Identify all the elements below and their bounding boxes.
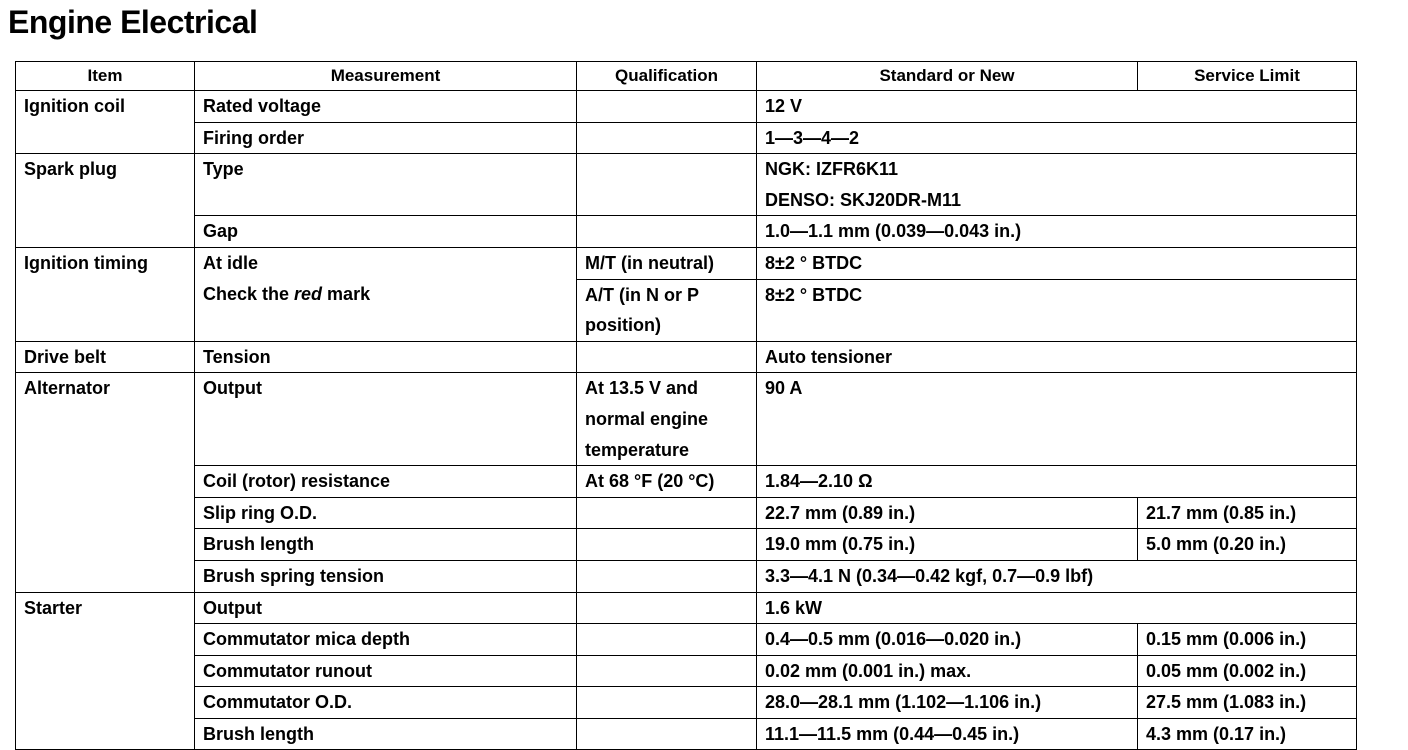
standard-cell: 90 A xyxy=(757,373,1357,466)
text-part: Check the xyxy=(203,283,295,304)
measurement-cell: Commutator mica depth xyxy=(195,624,577,656)
table-row xyxy=(16,466,1357,498)
standard-cell: 12 V xyxy=(757,91,1357,123)
standard-cell: 28.0—28.1 mm (1.102—1.106 in.) xyxy=(757,687,1138,719)
spec-table xyxy=(15,61,1357,750)
qualification-cell xyxy=(577,91,757,123)
service-limit-cell: 0.05 mm (0.002 in.) xyxy=(1138,655,1357,687)
standard-line: NGK: IZFR6K11 xyxy=(765,159,899,180)
qualification-cell: At 68 °F (20 °C) xyxy=(577,466,757,498)
measurement-cell: Firing order xyxy=(195,122,577,154)
standard-line: DENSO: SKJ20DR-M11 xyxy=(765,189,962,210)
qualification-cell: A/T (in N or P position) xyxy=(577,279,757,341)
measurement-line: At idle xyxy=(203,252,259,273)
qualification-cell xyxy=(577,592,757,624)
item-cell: Ignition timing xyxy=(16,247,195,341)
service-limit-cell: 0.15 mm (0.006 in.) xyxy=(1138,624,1357,656)
table-row xyxy=(16,592,1357,624)
standard-cell: 19.0 mm (0.75 in.) xyxy=(757,529,1138,561)
standard-cell: 11.1—11.5 mm (0.44—0.45 in.) xyxy=(757,718,1138,750)
qualification-cell xyxy=(577,154,757,216)
measurement-cell: Output xyxy=(195,373,577,466)
service-limit-cell: 21.7 mm (0.85 in.) xyxy=(1138,497,1357,529)
standard-cell: 22.7 mm (0.89 in.) xyxy=(757,497,1138,529)
qualification-cell xyxy=(577,687,757,719)
measurement-cell: Commutator O.D. xyxy=(195,687,577,719)
page-title: Engine Electrical xyxy=(8,4,258,40)
table-row xyxy=(16,718,1357,750)
qualification-cell xyxy=(577,216,757,248)
table-row xyxy=(16,497,1357,529)
header-measurement: Measurement xyxy=(195,62,577,91)
measurement-cell: Rated voltage xyxy=(195,91,577,123)
standard-cell: 3.3—4.1 N (0.34—0.42 kgf, 0.7—0.9 lbf) xyxy=(757,560,1357,592)
qualification-cell xyxy=(577,529,757,561)
measurement-cell xyxy=(195,247,577,341)
service-limit-cell: 27.5 mm (1.083 in.) xyxy=(1138,687,1357,719)
item-cell: Drive belt xyxy=(16,341,195,373)
item-cell: Alternator xyxy=(16,373,195,592)
item-cell: Spark plug xyxy=(16,154,195,248)
standard-cell: 0.02 mm (0.001 in.) max. xyxy=(757,655,1138,687)
measurement-cell: Type xyxy=(195,154,577,216)
table-row xyxy=(16,655,1357,687)
qualification-cell xyxy=(577,341,757,373)
table-row xyxy=(16,687,1357,719)
service-limit-cell: 5.0 mm (0.20 in.) xyxy=(1138,529,1357,561)
standard-cell: 8±2 ° BTDC xyxy=(757,279,1357,341)
standard-cell: 1.6 kW xyxy=(757,592,1357,624)
header-service-limit: Service Limit xyxy=(1138,62,1357,91)
qualification-cell xyxy=(577,497,757,529)
qualification-cell: At 13.5 V and normal engine temperature xyxy=(577,373,757,466)
measurement-cell: Brush length xyxy=(195,718,577,750)
standard-cell: 1.0—1.1 mm (0.039—0.043 in.) xyxy=(757,216,1357,248)
header-item: Item xyxy=(16,62,195,91)
table-row xyxy=(16,560,1357,592)
measurement-cell: Brush spring tension xyxy=(195,560,577,592)
measurement-cell: Commutator runout xyxy=(195,655,577,687)
standard-cell: 1.84—2.10 Ω xyxy=(757,466,1357,498)
table-row xyxy=(16,247,1357,279)
measurement-line xyxy=(203,279,568,310)
table-row xyxy=(16,154,1357,216)
table-row xyxy=(16,122,1357,154)
table-row xyxy=(16,216,1357,248)
measurement-cell: Output xyxy=(195,592,577,624)
service-limit-cell: 4.3 mm (0.17 in.) xyxy=(1138,718,1357,750)
qualification-cell xyxy=(577,560,757,592)
qualification-cell xyxy=(577,122,757,154)
text-part: mark xyxy=(322,283,371,304)
qualification-cell: M/T (in neutral) xyxy=(577,247,757,279)
table-row xyxy=(16,373,1357,466)
measurement-cell: Brush length xyxy=(195,529,577,561)
measurement-cell: Gap xyxy=(195,216,577,248)
header-standard: Standard or New xyxy=(757,62,1138,91)
standard-cell: 8±2 ° BTDC xyxy=(757,247,1357,279)
table-row xyxy=(16,91,1357,123)
item-cell: Starter xyxy=(16,592,195,750)
red-mark-text: red xyxy=(294,283,323,304)
measurement-cell: Tension xyxy=(195,341,577,373)
table-row xyxy=(16,624,1357,656)
standard-cell: Auto tensioner xyxy=(757,341,1357,373)
item-cell: Ignition coil xyxy=(16,91,195,154)
standard-cell xyxy=(757,154,1357,216)
header-qualification: Qualification xyxy=(577,62,757,91)
table-row xyxy=(16,341,1357,373)
header-row xyxy=(16,62,1357,91)
standard-cell: 1—3—4—2 xyxy=(757,122,1357,154)
qualification-cell xyxy=(577,718,757,750)
standard-cell: 0.4—0.5 mm (0.016—0.020 in.) xyxy=(757,624,1138,656)
qualification-cell xyxy=(577,655,757,687)
measurement-cell: Coil (rotor) resistance xyxy=(195,466,577,498)
qualification-cell xyxy=(577,624,757,656)
table-row xyxy=(16,529,1357,561)
measurement-cell: Slip ring O.D. xyxy=(195,497,577,529)
